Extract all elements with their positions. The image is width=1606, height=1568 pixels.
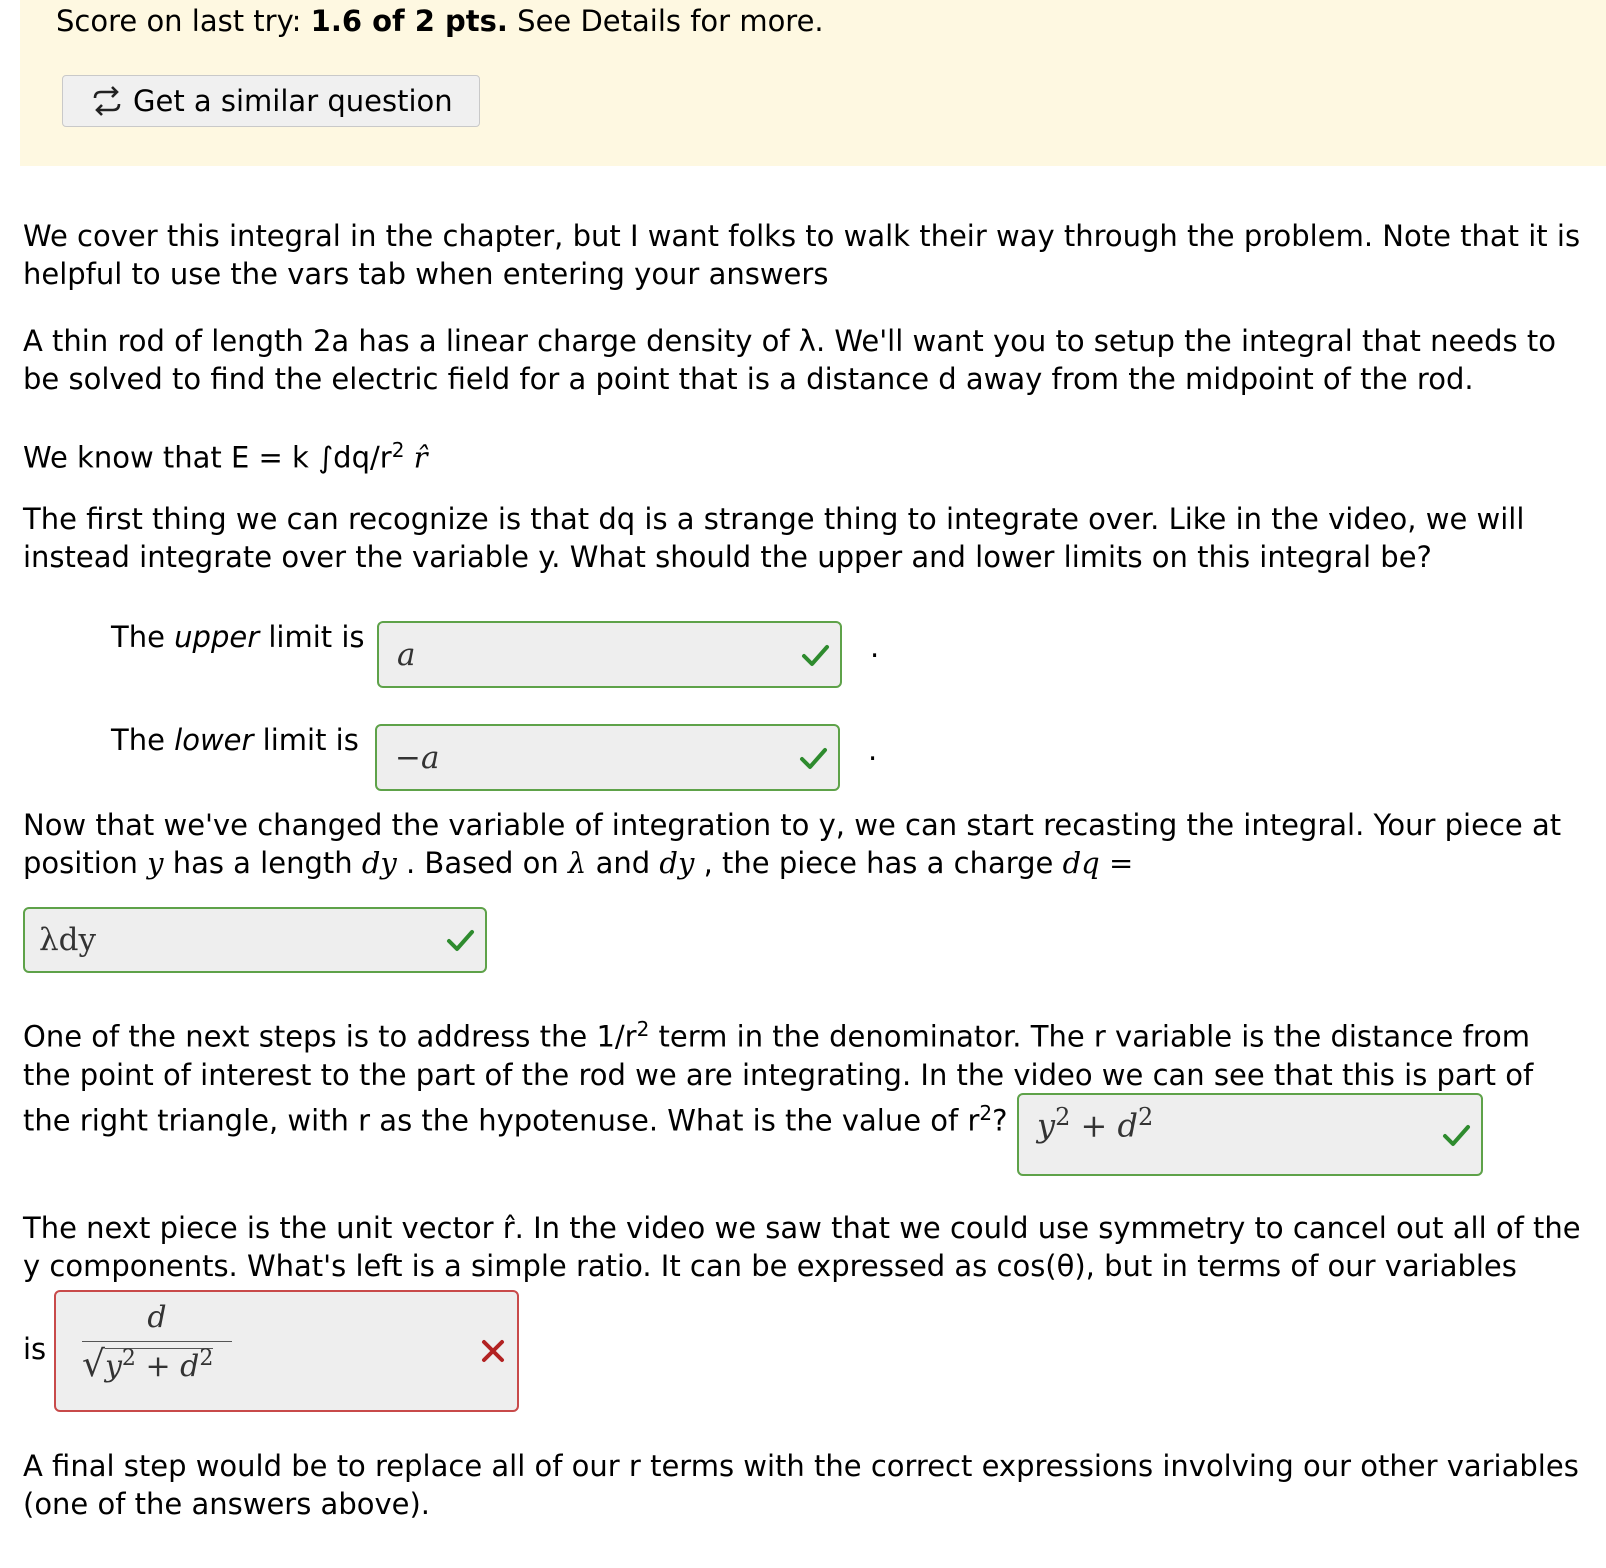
fraction-denominator: $√y^2 + d^2$: [82, 1341, 232, 1385]
intro-text: We cover this integral in the chapter, but I want folks to walk their way through the problem. Note that it is helpful to use the vars tab when entering your answers: [23, 219, 1581, 291]
score-banner: [20, 0, 1606, 166]
r-squared-input[interactable]: [1017, 1093, 1483, 1176]
problem-text: A thin rod of length 2a has a linear charge density of λ. We'll want you to setup the integral that needs to be solved to find the electric field for a point that is a distance d away from the midpoint of the rod.: [23, 324, 1556, 396]
formula-prefix: We know that E = k ∫dq/r: [23, 440, 392, 475]
lower-limit-value: −a: [395, 739, 440, 776]
final-text: A final step would be to replace all of our r terms with the correct expressions involving our other variables (one of the answers above).: [23, 1449, 1579, 1521]
formula-exponent: 2: [391, 438, 405, 462]
r-hat-symbol: r̂: [413, 440, 428, 475]
lower-limit-label: The lower limit is: [111, 723, 359, 757]
is-label: is: [23, 1332, 47, 1366]
score-value: 1.6 of 2 pts.: [310, 4, 508, 38]
check-icon: [1437, 1116, 1475, 1154]
unit-vector-input[interactable]: [54, 1290, 519, 1412]
score-text: [56, 4, 824, 38]
lower-limit-input[interactable]: [375, 724, 840, 791]
similar-button-label: Get a similar question: [133, 84, 453, 118]
r-squared-text: One of the next steps is to address the $1/r^2$ term in the denominator. The r variable is the distance from the point of interest to the part of the rod we are integrating. In the video we can see that this is part of the right triangle, with r as the hypotenuse. What is the value of $r^2$?: [23, 1017, 1534, 1138]
refresh-icon: [91, 86, 123, 116]
dq-input[interactable]: [23, 907, 487, 973]
r-squared-value: $y^2 + d^2$: [1037, 1103, 1154, 1145]
limits-intro-text: The first thing we can recognize is that dq is a strange thing to integrate over. Like in the video, we will instead integrate over the variable y. What should the upper and lower limits on this integral be?: [23, 502, 1525, 574]
unit-vector-text: The next piece is the unit vector r̂. In the video we saw that we could use symmetry to cancel out all of the y components. What's left is a simple ratio. It can be expressed as cos(θ), but in terms of our variables: [23, 1211, 1581, 1283]
upper-limit-label: The upper limit is: [111, 620, 365, 654]
check-icon: [794, 739, 832, 777]
score-prefix: Score on last try:: [56, 4, 311, 38]
dq-value: λdy: [39, 922, 97, 958]
check-icon: [796, 636, 834, 674]
formula-text: [23, 431, 1583, 477]
dq-text: Now that we've changed the variable of integration to y, we can start recasting the integral. Your piece at position y has a length dy . Based on λ and dy , the piece has a charge dq =: [23, 808, 1562, 880]
check-icon: [441, 921, 479, 959]
upper-period: .: [870, 630, 880, 664]
get-similar-question-button[interactable]: [62, 75, 480, 127]
upper-limit-input[interactable]: [377, 621, 842, 688]
fraction-numerator: d: [147, 1300, 167, 1335]
unit-vector-value: [82, 1300, 232, 1385]
cross-icon: [477, 1335, 509, 1367]
upper-limit-value: a: [397, 636, 416, 673]
lower-period: .: [868, 733, 878, 767]
score-suffix: See Details for more.: [507, 4, 824, 38]
